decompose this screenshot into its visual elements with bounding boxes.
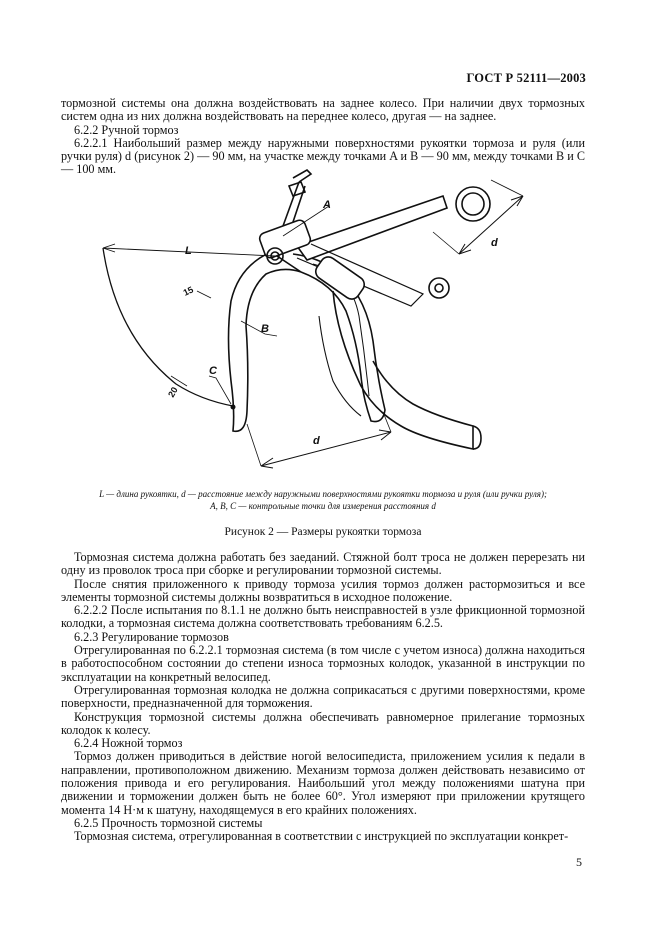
body-text-block [61, 551, 585, 844]
paragraph: 6.2.2.1 Наибольший размер между наружными поверхностями рукоятки тормоза и руля (или ручки руля) d (рисунок 2) — 90 мм, на участке между точками A и B — 90 мм, между точками B и C — 100 мм. [61, 135, 585, 177]
paragraph: 6.2.2.2 После испытания по 8.1.1 не должно быть неисправностей в узле фрикционной тормозной колодки, а тормозная система должна соответствовать требованиям 6.2.5. [61, 603, 585, 631]
paragraph: Тормозная система должна работать без заеданий. Стяжной болт троса не должен перерезать ни одну из проволок троса при сборке и регулировании тормозной системы. [61, 550, 585, 578]
figure-legend [61, 489, 585, 512]
page-number: 5 [576, 855, 582, 869]
label-d-bottom: d [313, 435, 320, 447]
document-header: ГОСТ Р 52111—2003 [466, 71, 586, 85]
paragraph: тормозной системы она должна воздействовать на заднее колесо. При наличии двух тормозных систем одна из них должна воздействовать на переднее колесо, другая — на заднее. [61, 96, 585, 124]
legend-line-2: A, B, C — контрольные точки для измерения расстояния d [210, 500, 436, 511]
top-text-block [61, 97, 585, 177]
section-heading: 6.2.2 Ручной тормоз [74, 122, 179, 137]
label-a: A [323, 199, 331, 211]
section-heading: 6.2.4 Ножной тормоз [74, 736, 183, 751]
brake-lever-figure [61, 166, 551, 486]
paragraph: Конструкция тормозной системы должна обеспечивать равномерное прилегание тормозных колодок к колесу. [61, 709, 585, 737]
label-radius-bottom: 20 [166, 385, 180, 399]
legend-line-1: L — длина рукоятки, d — расстояние между наружными поверхностями рукоятки тормоза и руля (или ручки руля); [99, 489, 547, 499]
point-c-marker [231, 405, 236, 410]
paragraph: Отрегулированная по 6.2.2.1 тормозная система (в том числе с учетом износа) должна находиться в работоспособном состоянии до степени износа тормозных колодок, указанной в инструкции по эксплуатации на конкретный велосипед. [61, 643, 585, 684]
section-heading: 6.2.3 Регулирование тормозов [74, 629, 229, 644]
label-c: C [209, 365, 217, 377]
paragraph: Тормозная система, отрегулированная в соответствии с инструкцией по эксплуатации конкрет- [74, 829, 569, 844]
label-d-right: d [491, 237, 498, 249]
label-radius-top: 15 [181, 284, 195, 298]
label-b: B [261, 323, 269, 335]
paragraph: После снятия приложенного к приводу тормоза усилия тормоз должен растормозиться и все элементы тормозной системы должны возвратиться в исходное положение. [61, 576, 585, 604]
paragraph: Отрегулированная тормозная колодка не должна соприкасаться с другими поверхностями, кроме поверхности, предназначенной для торможения. [61, 682, 585, 711]
section-heading: 6.2.5 Прочность тормозной системы [74, 815, 263, 830]
figure-caption: Рисунок 2 — Размеры рукоятки тормоза [224, 526, 422, 538]
label-length: L [185, 245, 192, 257]
paragraph: Тормоз должен приводиться в действие ногой велосипедиста, приложением усилия к педали в направлении, противоположном движению. Механизм тормоза должен действовать независимо от положения привода и его регулирования. Наибольший угол между положениями шатуна при движении и торможении должен быть не более 60°. Угол измеряют при приложении крутящего момента 14 Н·м к шатуну, находящемуся в его крайних положениях. [61, 749, 585, 817]
